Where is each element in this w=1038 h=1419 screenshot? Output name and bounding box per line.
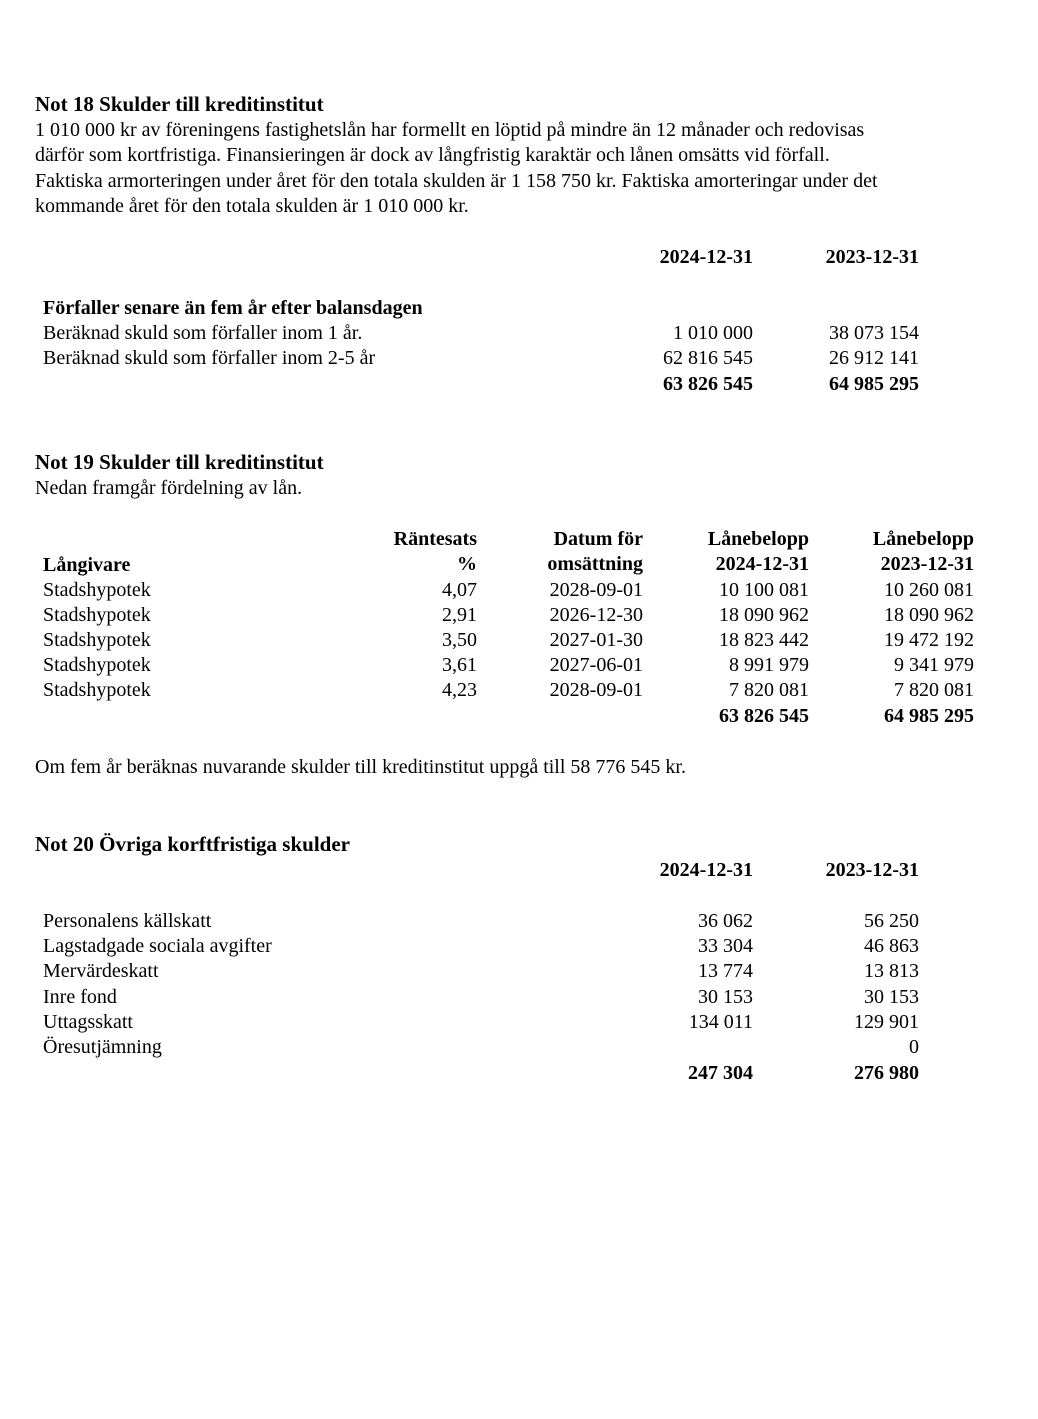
not20-row-label: Öresutjämning bbox=[43, 1036, 162, 1058]
not19-cell-lender: Stadshypotek bbox=[43, 654, 151, 676]
not19-subtitle: Nedan framgår fördelning av lån. bbox=[35, 477, 303, 499]
not19-cell-loan2024: 10 100 081 bbox=[719, 579, 809, 601]
not18-paragraph-line: 1 010 000 kr av föreningens fastighetslån har formellt en löptid på mindre än 12 månader och redovisas bbox=[35, 119, 865, 141]
not19-header-loan2024-bottom: 2024-12-31 bbox=[715, 553, 809, 575]
not18-paragraph bbox=[35, 118, 878, 219]
not19-cell-date: 2028-09-01 bbox=[549, 679, 643, 701]
not20-row-value-2024: 33 304 bbox=[698, 935, 753, 957]
not19-cell-date: 2027-06-01 bbox=[549, 654, 643, 676]
not20-col-header-2023: 2023-12-31 bbox=[825, 859, 919, 881]
not18-total-2023: 64 985 295 bbox=[829, 373, 919, 395]
not19-cell-loan2023: 18 090 962 bbox=[884, 604, 974, 626]
not18-total-2024: 63 826 545 bbox=[663, 373, 753, 395]
not19-cell-lender: Stadshypotek bbox=[43, 629, 151, 651]
not18-paragraph-line: Faktiska armorteringen under året för den totala skulden är 1 158 750 kr. Faktiska amorteringar under det bbox=[35, 169, 878, 192]
not20-row-value-2023: 30 153 bbox=[864, 986, 919, 1008]
not20-col-header-2024: 2024-12-31 bbox=[659, 859, 753, 881]
not18-row-label: Beräknad skuld som förfaller inom 2-5 år bbox=[43, 347, 376, 369]
not19-cell-rate: 3,61 bbox=[442, 654, 477, 676]
not19-header-loan2024-top: Lånebelopp bbox=[707, 528, 809, 550]
not18-row-label: Beräknad skuld som förfaller inom 1 år. bbox=[43, 322, 363, 344]
not18-paragraph-line: därför som kortfristiga. Finansieringen är dock av långfristig karaktär och lånen omsätts vid förfall. bbox=[35, 144, 830, 167]
not20-row-value-2024: 13 774 bbox=[698, 960, 753, 982]
not19-header-rate-bottom: % bbox=[457, 553, 477, 575]
not19-header-loan2023-bottom: 2023-12-31 bbox=[880, 553, 974, 575]
not19-cell-date: 2026-12-30 bbox=[549, 604, 643, 626]
not20-row-label: Uttagsskatt bbox=[43, 1011, 133, 1033]
not19-cell-lender: Stadshypotek bbox=[43, 604, 151, 626]
not20-row-value-2023: 0 bbox=[909, 1036, 919, 1058]
not20-title: Not 20 Övriga korftfristiga skulder bbox=[35, 832, 350, 856]
not19-header-loan2023-top: Lånebelopp bbox=[872, 528, 974, 550]
not18-row-value-2024: 1 010 000 bbox=[673, 322, 753, 344]
not18-col-header-2023: 2023-12-31 bbox=[825, 246, 919, 268]
not18-paragraph-line: kommande året för den totala skulden är 1 010 000 kr. bbox=[35, 194, 469, 217]
not18-section-heading: Förfaller senare än fem år efter balansdagen bbox=[43, 297, 423, 319]
not19-cell-rate: 2,91 bbox=[442, 604, 477, 626]
not19-header-date-top: Datum för bbox=[553, 528, 643, 550]
not19-total-2024: 63 826 545 bbox=[719, 705, 809, 727]
not18-title: Not 18 Skulder till kreditinstitut bbox=[35, 92, 324, 116]
not20-total-2023: 276 980 bbox=[854, 1062, 919, 1084]
not18-col-header-2024: 2024-12-31 bbox=[659, 246, 753, 268]
not19-cell-lender: Stadshypotek bbox=[43, 679, 151, 701]
not20-row-value-2023: 56 250 bbox=[864, 910, 919, 932]
not19-footnote: Om fem år beräknas nuvarande skulder till kreditinstitut uppgå till 58 776 545 kr. bbox=[35, 756, 686, 778]
not20-row-label: Lagstadgade sociala avgifter bbox=[43, 935, 272, 957]
not20-row-label: Inre fond bbox=[43, 986, 117, 1008]
not19-header-rate-top: Räntesats bbox=[393, 528, 477, 550]
not19-cell-lender: Stadshypotek bbox=[43, 579, 151, 601]
not18-row-value-2024: 62 816 545 bbox=[663, 347, 753, 369]
not19-cell-loan2023: 9 341 979 bbox=[894, 654, 974, 676]
not19-header-date-bottom: omsättning bbox=[547, 553, 643, 575]
not19-total-2023: 64 985 295 bbox=[884, 705, 974, 727]
not20-row-label: Personalens källskatt bbox=[43, 910, 212, 932]
not19-cell-loan2024: 8 991 979 bbox=[729, 654, 809, 676]
not18-row-value-2023: 26 912 141 bbox=[829, 347, 919, 369]
not19-cell-loan2023: 10 260 081 bbox=[884, 579, 974, 601]
not20-row-value-2023: 46 863 bbox=[864, 935, 919, 957]
not18-row-value-2023: 38 073 154 bbox=[829, 322, 919, 344]
not20-row-value-2023: 129 901 bbox=[854, 1011, 919, 1033]
not19-cell-date: 2028-09-01 bbox=[549, 579, 643, 601]
not20-total-2024: 247 304 bbox=[688, 1062, 753, 1084]
not19-title: Not 19 Skulder till kreditinstitut bbox=[35, 450, 324, 474]
not19-header-lender: Långivare bbox=[43, 554, 131, 576]
not19-cell-rate: 4,23 bbox=[442, 679, 477, 701]
not19-cell-loan2024: 7 820 081 bbox=[729, 679, 809, 701]
not20-row-value-2024: 134 011 bbox=[688, 1011, 753, 1033]
not19-cell-loan2023: 7 820 081 bbox=[894, 679, 974, 701]
not19-cell-rate: 4,07 bbox=[442, 579, 477, 601]
not19-cell-rate: 3,50 bbox=[442, 629, 477, 651]
not19-cell-loan2023: 19 472 192 bbox=[884, 629, 974, 651]
not19-cell-loan2024: 18 823 442 bbox=[719, 629, 809, 651]
not19-cell-date: 2027-01-30 bbox=[549, 629, 643, 651]
not19-cell-loan2024: 18 090 962 bbox=[719, 604, 809, 626]
not20-row-label: Mervärdeskatt bbox=[43, 960, 159, 982]
not20-row-value-2023: 13 813 bbox=[864, 960, 919, 982]
not20-row-value-2024: 30 153 bbox=[698, 986, 753, 1008]
not20-row-value-2024: 36 062 bbox=[698, 910, 753, 932]
